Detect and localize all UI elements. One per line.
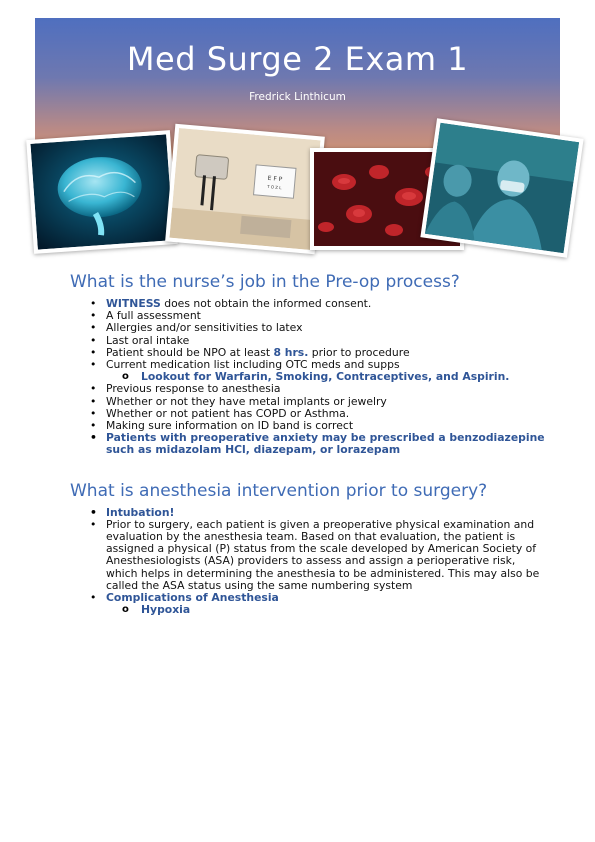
list-item: • Allergies and/or sensitivities to latex [106,322,550,334]
document-body [70,272,550,616]
section-heading-anesthesia: What is anesthesia intervention prior to surgery? [70,480,488,501]
list-item [106,592,550,616]
item-text: Patient should be NPO at least [106,345,274,359]
list-item: • Whether or not patient has COPD or Asthma. [106,408,550,420]
author-name: Fredrick Linthicum [249,91,346,103]
highlight-text: Complications of Anesthesia [106,591,279,605]
list-item: • Making sure information on ID band is correct [106,420,550,432]
list-item: • Last oral intake [106,335,550,347]
sub-list-item: o Hypoxia [141,604,550,616]
list-item: • Prior to surgery, each patient is given a preoperative physical examination and evaluation by the anesthesia team. Based on that evaluation, the patient is assigned a physical (P) status from the scale developed by American Society of Anesthesiologists (ASA) providers to assess and assign a perioperative risk, which helps in determining the anesthesia to be administered. This may also be called the ASA status using the same numbering system [106,519,550,592]
sub-list-item: o Lookout for Warfarin, Smoking, Contraceptives, and Aspirin. [141,371,550,383]
svg-text:E F P: E F P [267,174,283,184]
item-text: does not obtain the informed consent. [160,297,372,310]
highlight-text: 8 hrs. [273,345,309,359]
section-heading-preop: What is the nurse’s job in the Pre-op process? [70,272,460,292]
svg-text:T O Z L: T O Z L [266,183,282,191]
page-title: Med Surge 2 Exam 1 [126,40,469,78]
list-item [106,359,550,383]
highlight-text: WITNESS [106,297,161,310]
list-item: • Whether or not they have metal implants or jewelry [106,396,550,408]
surgeons-image [420,118,583,257]
list-item: • Previous response to anesthesia [106,383,550,395]
item-text: prior to procedure [308,345,410,359]
anesthesia-list [70,507,550,617]
list-item: • Intubation! [106,507,550,519]
sub-list [106,604,550,616]
exam-room-image [165,124,325,255]
list-item: • A full assessment [106,310,550,322]
preop-list [70,298,550,457]
brain-image [26,130,178,254]
item-text: Current medication list including OTC meds and supps [106,358,400,372]
list-item: • Patients with preoperative anxiety may be prescribed a benzodiazepine such as midazolam HCl, diazepam, or lorazepam [106,432,550,456]
